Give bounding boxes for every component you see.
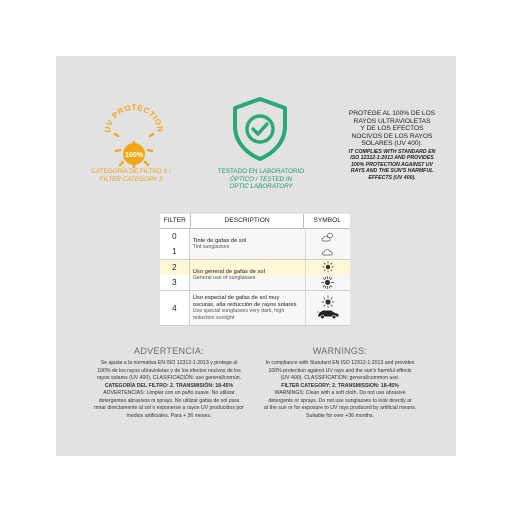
- sun-large-icon: [321, 276, 334, 289]
- sun-car-icon: [315, 295, 341, 321]
- row-desc-es: Tinte de gafas de sol: [192, 237, 247, 244]
- header-description: DESCRIPTION: [191, 214, 305, 228]
- filter-number: 2: [160, 260, 189, 275]
- lab-caption: TESTADO EN LABORATORIO ÓPTICO / TESTED IN OPTIC LABORATORY: [217, 168, 305, 191]
- uv-arc-text: UV PROTECTION: [102, 102, 166, 134]
- uv-percent: 100%: [125, 152, 143, 159]
- shield-check-icon: [230, 96, 290, 162]
- table-row: [160, 229, 350, 260]
- filter-number: 1: [172, 247, 177, 256]
- header-filter: FILTER: [160, 214, 191, 228]
- filter-number: 3: [160, 275, 189, 290]
- table-header: [160, 214, 350, 229]
- filter-number: 0: [172, 232, 177, 241]
- row-desc-es: Uso general de gafas de sol: [192, 268, 265, 275]
- info-panel: [56, 56, 456, 456]
- row-desc-en: General use of sunglasses: [192, 275, 256, 282]
- uv-statement: PROTEGE AL 100% DE LOS RAYOS ULTRAVIOLETAS Y DE LOS EFECTOS NOCIVOS DE LOS RAYOS SOLARES (UV 400). IT COMPLIES WITH STANDARD EN ISO 12312-1:2013 AND PROVIDES 100% PROTECTION AGAINST UV RAYS AND THE SUN'S HARMFUL EFFECTS (UV 400).: [348, 110, 436, 181]
- warning-en-heading: WARNINGS:: [312, 346, 368, 356]
- sun-small-icon: [322, 261, 334, 273]
- filter-number: 4: [172, 303, 177, 313]
- filter-table: [160, 214, 350, 326]
- table-row: [160, 291, 350, 326]
- warning-es: ADVERTENCIA: Se ajusta a la normativa EN ISO 12312-1:2013 y protege al 100% de los rayos ultravioletas y de los efectos nocivos de los rayos solares (UV 400). CLASIFICACIÓN: uso general/común. CATEGORÍA DEL FILTRO: 2. TRANSMISIÓN: 18-45% ADVERTENCIAS: Limpiar con un paño suave. No utilizar detergentes abrasivos ni sprays. No utilizar gafas de sol para mirar directamente al sol o exponerse a rayos UV producidos por medios artificiales. Para + 36 meses.: [94, 346, 244, 419]
- sun-uv-icon: [98, 96, 170, 168]
- row-desc-en: Use special sunglasses very dark, high reduction sunlight: [192, 308, 285, 321]
- row-desc-en: Tint sunglasses: [192, 244, 230, 251]
- table-row: [160, 260, 350, 291]
- cloud-icon: [321, 247, 335, 256]
- row-desc-es: Uso especial de gafas de sol muy oscuras, alta reducción de rayos solares: [192, 295, 297, 308]
- header-symbol: SYMBOL: [313, 217, 341, 224]
- cloud-sun-icon: [321, 232, 335, 242]
- warning-en: WARNINGS: In compliance with Standard EN ISO 12312-1:2013 and provides 100% protection against UV rays and the sun's harmful effects (UV 400). CLASSIFICATION: general/common use. FILTER CATEGORY: 2. TRANSMISSION: 18-45% WARNINGS: Clean with a soft cloth. Do not use abrasive detergents or sprays. Do not use sunglasses to look directly at at the sun or for exposure to UV rays produced by artificial means. Suitable for over +36 months.: [260, 346, 420, 420]
- svg-text:UV PROTECTION: [103, 103, 165, 133]
- warning-es-heading: ADVERTENCIA:: [134, 346, 204, 356]
- sun-caption: CATEGORÍA DE FILTRO 3 / FILTER CATEGORY 3: [91, 168, 171, 183]
